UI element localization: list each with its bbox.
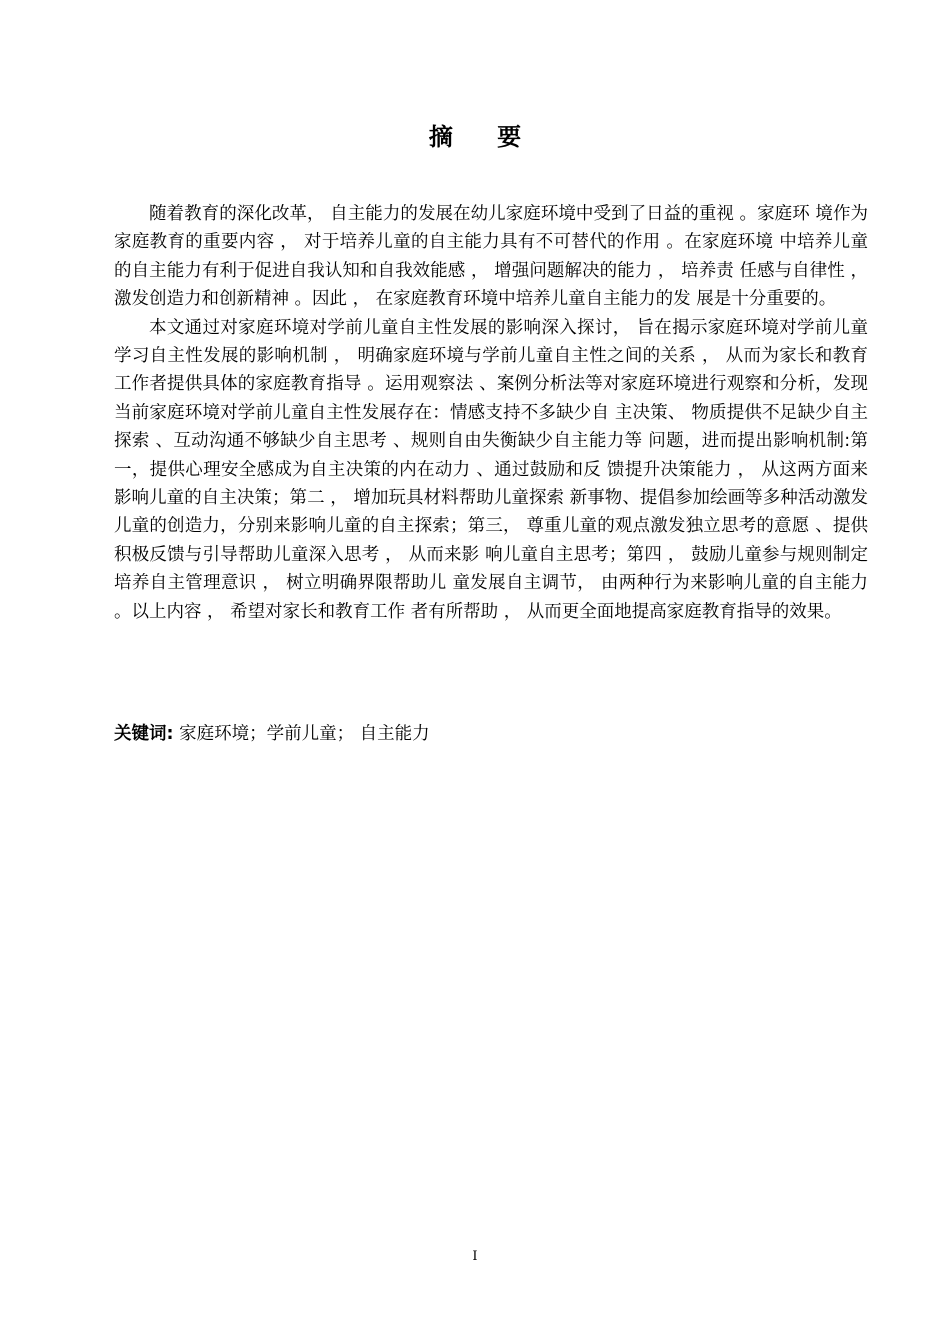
keywords-label: 关键词: <box>114 724 174 744</box>
keywords-value: 家庭环境；学前儿童； 自主能力 <box>179 724 430 744</box>
abstract-paragraph-1: 随着教育的深化改革， 自主能力的发展在幼儿家庭环境中受到了日益的重视 。家庭环 境作为家庭教育的重要内容 ， 对于培养儿童的自主能力具有不可替代的作用 。在家庭环境 中培养儿童的自主能力有利于促进自我认知和自我效能感 ， 增强问题解决的能力 ， 培养责 任感与自律性 ， 激发创造力和创新精神 。因此 ， 在家庭教育环境中培养儿童自主能力的发 展是十分重要的。 <box>114 204 868 310</box>
abstract-title: 摘 要 <box>428 123 540 151</box>
abstract-body <box>114 200 868 626</box>
keywords-line <box>114 720 868 748</box>
page-number: I <box>472 1249 478 1264</box>
abstract-paragraph-2: 本文通过对家庭环境对学前儿童自主性发展的影响深入探讨， 旨在揭示家庭环境对学前儿童学习自主性发展的影响机制 ， 明确家庭环境与学前儿童自主性之间的关系 ， 从而为家长和教育工作者提供具体的家庭教育指导 。运用观察法 、案例分析法等对家庭环境进行观察和分析，发现当前家庭环境对学前儿童自主性发展存在：情感支持不多缺少自 主决策、 物质提供不足缺少自主探索 、互动沟通不够缺少自主思考 、规则自由失衡缺少自主能力等 问题，进而提出影响机制:第一，提供心理安全感成为自主决策的内在动力 、通过鼓励和反 馈提升决策能力 ， 从这两方面来影响儿童的自主决策；第二 ， 增加玩具材料帮助儿童探索 新事物、提倡参加绘画等多种活动激发儿童的创造力，分别来影响儿童的自主探索；第三， 尊重儿童的观点激发独立思考的意愿 、提供积极反馈与引导帮助儿童深入思考 ， 从而来影 响儿童自主思考；第四 ， 鼓励儿童参与规则制定培养自主管理意识 ， 树立明确界限帮助儿 童发展自主调节， 由两种行为来影响儿童的自主能力 。以上内容 ， 希望对家长和教育工作 者有所帮助 ， 从而更全面地提高家庭教育指导的效果。 <box>114 317 868 622</box>
